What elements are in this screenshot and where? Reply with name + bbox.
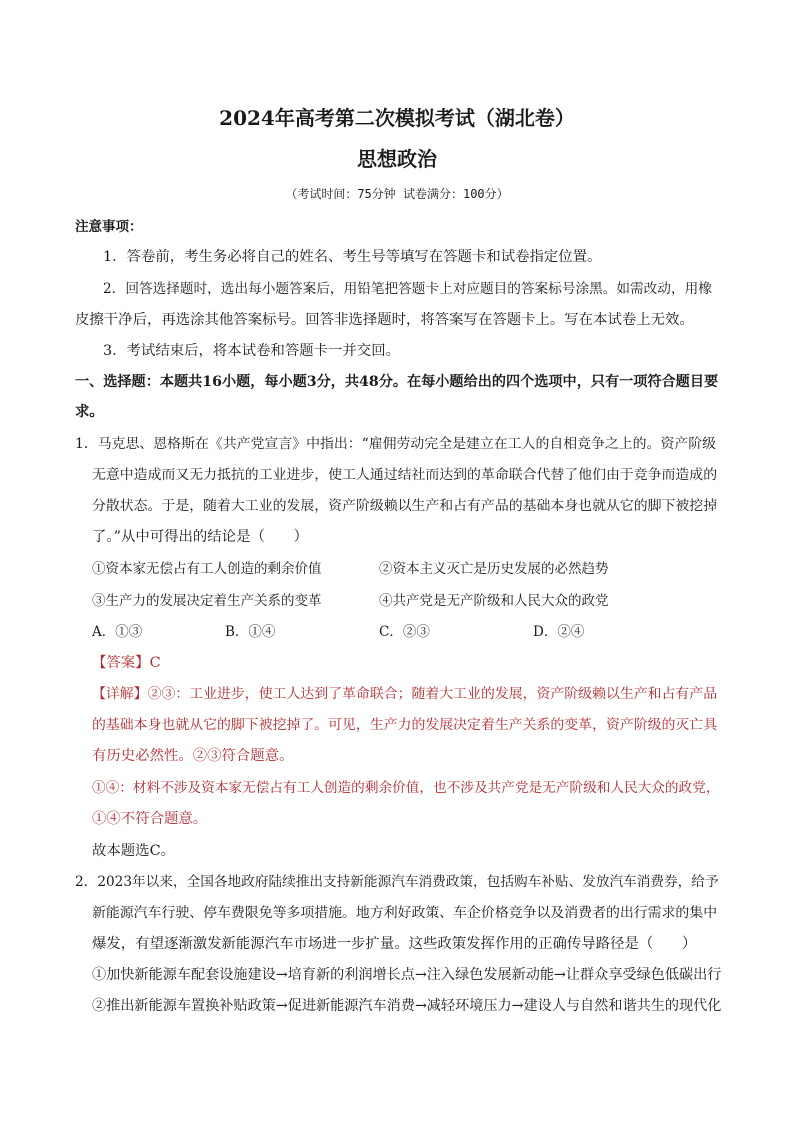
exam-info: （考试时间：75分钟 试卷满分：100分） <box>285 187 509 201</box>
q1-analysis-line-2: 的基础本身也就从它的脚下被挖掉了。可见，生产力的发展决定着生产关系的变革，资产阶级的灭亡具 <box>92 717 718 733</box>
q1-analysis-line-4: ①④：材料不涉及资本家无偿占有工人创造的剩余价值，也不涉及共产党是无产阶级和人民大众的政党， <box>92 780 720 796</box>
q1-stem-line-4: 了。”从中可得出的结论是（ ） <box>92 529 309 545</box>
q1-stem-line-1: 1．马克思、恩格斯在《共产党宣言》中指出：“雇佣劳动完全是建立在工人的自相竞争之上的。资产阶级 <box>75 436 717 452</box>
note-item-2-line-1: 2．回答选择题时，选出每小题答案后，用铅笔把答题卡上对应题目的答案标号涂黑。如需改动，用橡 <box>103 281 712 297</box>
note-item-1: 1．答卷前，考生务必将自己的姓名、考生号等填写在答题卡和试卷指定位置。 <box>103 249 602 265</box>
q1-analysis-line-3: 有历史必然性。②③符合题意。 <box>92 748 294 764</box>
q1-stem-line-3: 分散状态。于是，随着大工业的发展，资产阶级赖以生产和占有产品的基础本身也就从它的脚下被挖掉 <box>92 498 718 514</box>
q1-choice-a: A．①③ <box>92 624 143 640</box>
note-item-3: 3．考试结束后，将本试卷和答题卡一并交回。 <box>103 343 400 359</box>
q1-statement-2: ②资本主义灭亡是历史发展的必然趋势 <box>379 561 609 577</box>
section-1-heading: 一、选择题：本题共16小题，每小题3分，共48分。在每小题给出的四个选项中，只有一项符合题目要 <box>75 374 719 390</box>
q2-stem-line-1: 2．2023年以来，全国各地政府陆续推出支持新能源汽车消费政策，包括购车补贴、发放汽车消费券，给予 <box>75 874 719 890</box>
subject-title: 思想政治 <box>357 147 437 171</box>
q1-choice-d: D．②④ <box>533 624 585 640</box>
q1-conclusion: 故本题选C。 <box>92 843 175 859</box>
q1-stem-line-2: 无意中造成而又无力抵抗的工业进步，使工人通过结社而达到的革命联合代替了他们由于竞争而造成的 <box>92 467 718 483</box>
q1-choice-c: C．②③ <box>379 624 430 640</box>
q1-answer: 【答案】C <box>92 655 161 671</box>
q1-statement-4: ④共产党是无产阶级和人民大众的政党 <box>379 593 609 609</box>
q1-choice-b: B．①④ <box>225 624 276 640</box>
page-title: 2024年高考第二次模拟考试（湖北卷） <box>219 106 575 130</box>
q2-option-line-1: ①加快新能源车配套设施建设→培育新的利润增长点→注入绿色发展新动能→让群众享受绿色低碳出行 <box>92 967 722 983</box>
q1-statement-1: ①资本家无偿占有工人创造的剩余价值 <box>92 561 322 577</box>
notes-heading: 注意事项： <box>75 219 143 235</box>
q2-stem-line-3: 爆发，有望逐渐激发新能源汽车市场进一步扩量。这些政策发挥作用的正确传导路径是（ ） <box>92 936 697 952</box>
q2-stem-line-2: 新能源汽车行驶、停车费限免等多项措施。地方利好政策、车企价格竞争以及消费者的出行需求的集中 <box>92 905 718 921</box>
q1-statement-3: ③生产力的发展决定着生产关系的变革 <box>92 593 322 609</box>
section-1-heading-cont: 求。 <box>75 403 104 420</box>
q1-analysis-line-5: ①④不符合题意。 <box>92 811 208 827</box>
q2-option-line-2: ②推出新能源车置换补贴政策→促进新能源汽车消费→减轻环境压力→建设人与自然和谐共生的现代化 <box>92 998 722 1014</box>
q1-analysis-line-1: 【详解】②③：工业进步，使工人达到了革命联合；随着大工业的发展，资产阶级赖以生产和占有产品 <box>92 686 718 702</box>
note-item-2-line-2: 皮擦干净后，再选涂其他答案标号。回答非选择题时，将答案写在答题卡上。写在本试卷上无效。 <box>75 312 694 328</box>
